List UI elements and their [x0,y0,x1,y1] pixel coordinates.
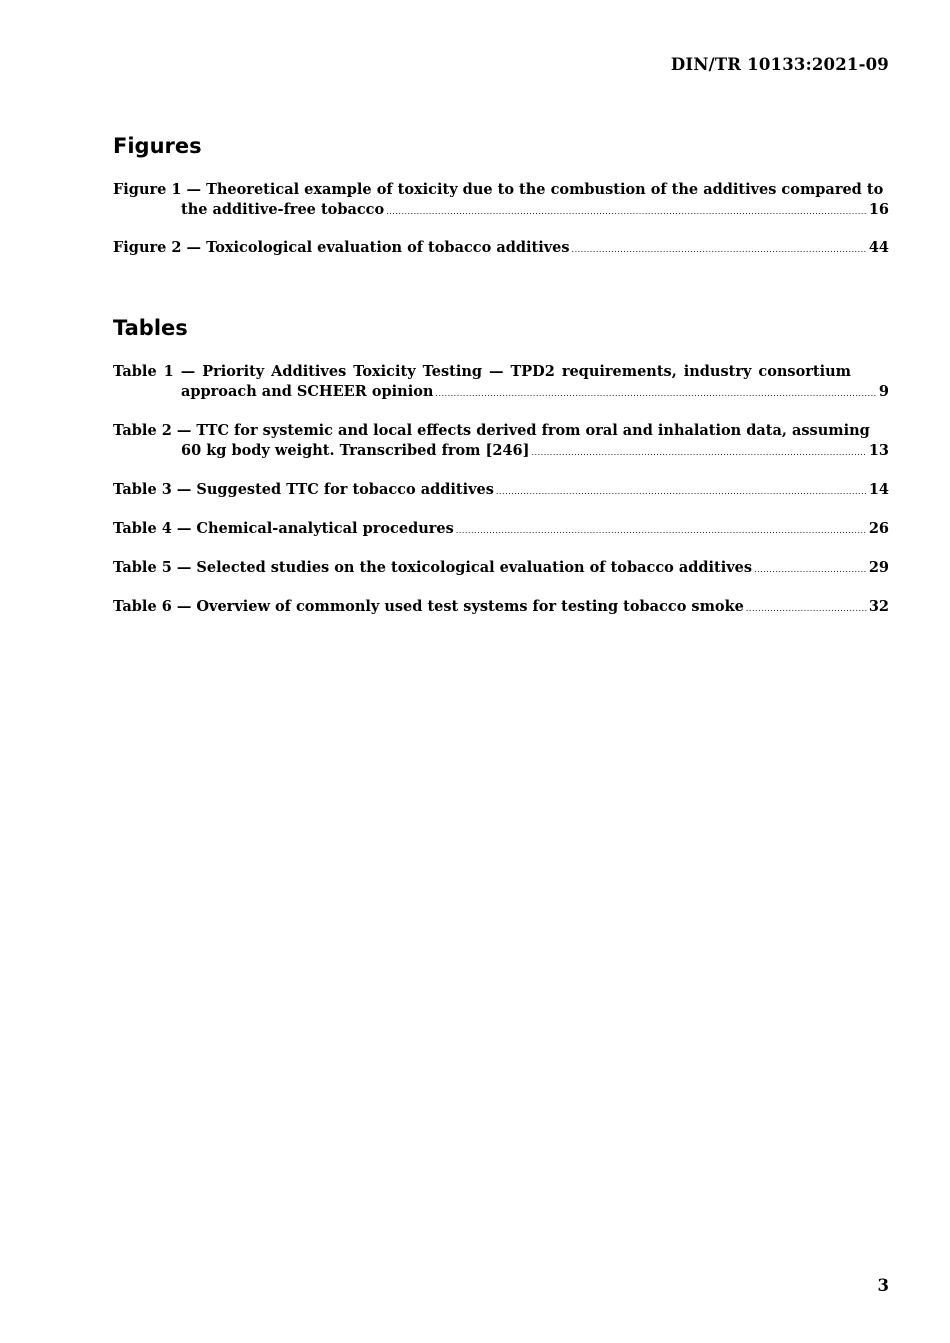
toc-entry-table-4[interactable] [113,519,889,539]
toc-entry-title: Table 1 — Priority Additives Toxicity Testing — TPD2 requirements, industry consortium [113,363,851,380]
toc-page-number: 9 [878,382,889,400]
toc-entry-table-5[interactable] [113,558,889,578]
dot-leader [435,390,876,398]
toc-page-number: 32 [868,597,889,615]
figures-list [113,180,889,258]
toc-page-number: 26 [868,520,889,537]
toc-page-number: 44 [868,239,889,256]
toc-entry-title: Figure 2 — Toxicological evaluation of tobacco additives [113,239,570,256]
dot-leader [754,566,867,574]
page-number: 3 [877,1276,889,1295]
tables-heading: Tables [113,316,188,340]
dot-leader [746,605,867,613]
toc-entry-title: Table 5 — Selected studies on the toxicological evaluation of tobacco additives [113,559,753,576]
toc-entry-table-3[interactable] [113,480,889,500]
toc-entry-table-6[interactable] [113,597,889,617]
tables-list [113,362,889,616]
toc-page-number: 14 [868,481,889,498]
figures-heading: Figures [113,134,202,158]
document-id: DIN/TR 10133:2021-09 [670,55,889,74]
dot-leader [572,246,867,254]
toc-entry-title-cont: approach and SCHEER opinion [181,382,434,400]
toc-entry-title: Table 4 — Chemical-analytical procedures [113,520,454,537]
dot-leader [386,208,867,216]
toc-entry-title: Table 2 — TTC for systemic and local effects derived from oral and inhalation data, assuming [113,422,870,439]
toc-entry-title-cont: the additive-free tobacco [181,200,385,218]
toc-entry-figure-1[interactable] [113,180,889,219]
dot-leader [456,527,867,535]
toc-entry-table-2[interactable] [113,421,889,460]
dot-leader [496,488,867,496]
toc-entry-title: Table 3 — Suggested TTC for tobacco additives [113,481,494,498]
dot-leader [532,449,867,457]
toc-page-number: 13 [868,441,889,459]
toc-page-number: 16 [868,200,889,218]
toc-entry-title-cont: 60 kg body weight. Transcribed from [246] [181,441,530,459]
toc-entry-figure-2[interactable] [113,238,889,258]
toc-entry-title: Figure 1 — Theoretical example of toxicity due to the combustion of the additives compared to [113,181,884,198]
toc-entry-title: Table 6 — Overview of commonly used test systems for testing tobacco smoke [113,597,744,615]
toc-page-number: 29 [868,559,889,576]
toc-entry-table-1[interactable] [113,362,889,401]
